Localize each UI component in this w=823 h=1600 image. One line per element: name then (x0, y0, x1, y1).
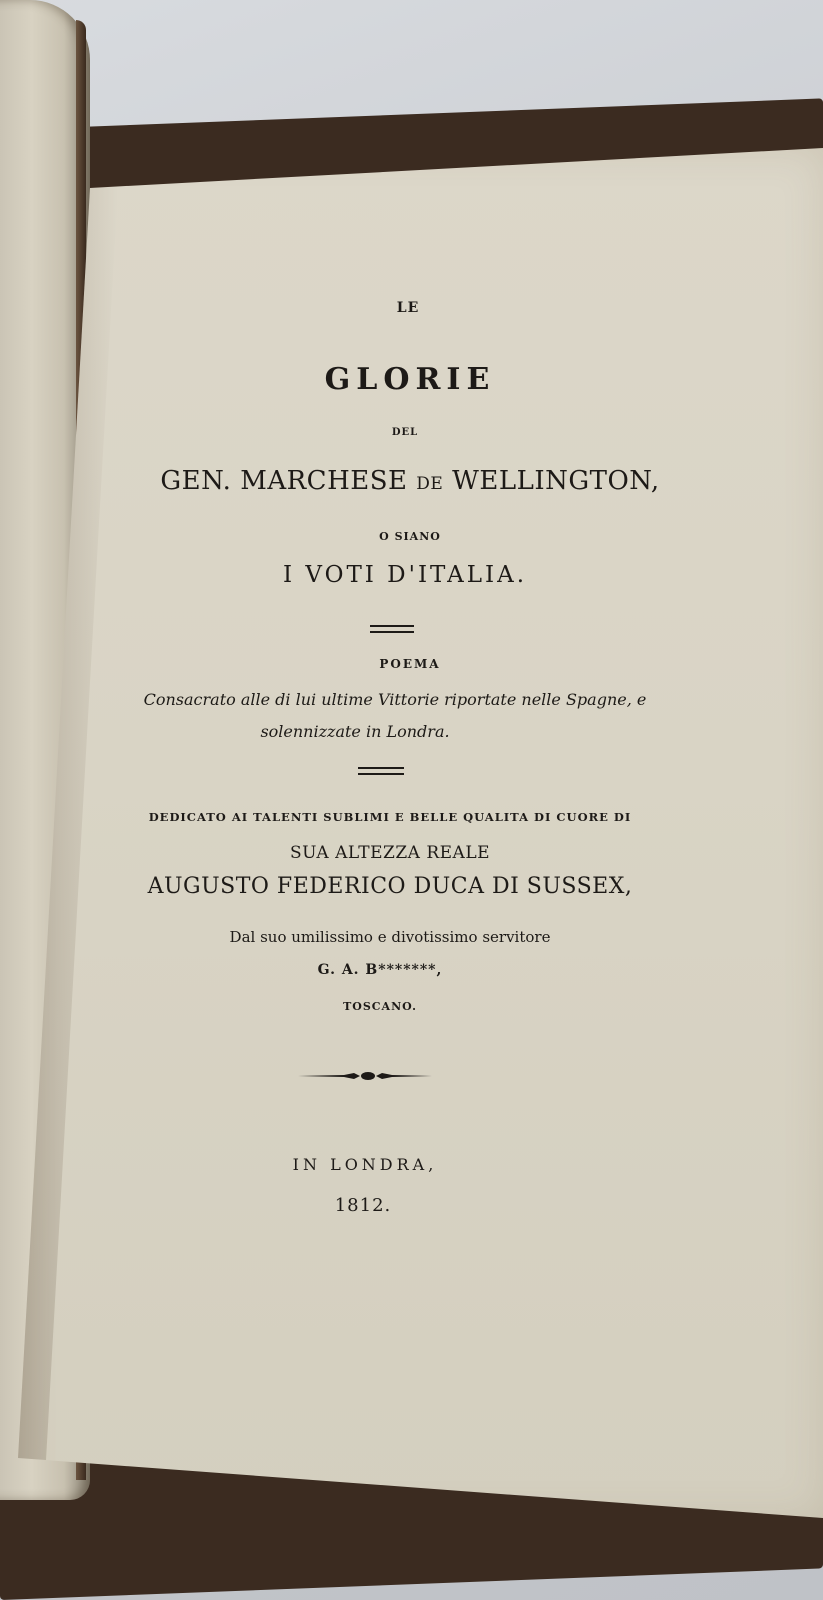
ornament-left-spike (298, 1073, 360, 1079)
dedicato-text: DEDICATO AI TALENTI SUBLIMI E BELLE QUALITA DI CUORE DI (148, 810, 632, 824)
poema-text: POEMA (379, 657, 441, 671)
voti-ditalia-text: I VOTI D'ITALIA. (282, 562, 528, 588)
ornamental-divider (296, 1069, 436, 1083)
dal-suo-text: Dal suo umilissimo e divotissimo servitore (229, 928, 551, 946)
double-rule-top-1 (370, 625, 414, 627)
o-siano-text: O SIANO (379, 530, 441, 543)
year-text: 1812. (334, 1195, 392, 1216)
sua-altezza-text: SUA ALTEZZA REALE (289, 843, 491, 863)
consacrato-text: Consacrato alle di lui ultime Vittorie riportate nelle Spagne, e (143, 690, 647, 709)
double-rule-mid-2 (358, 773, 404, 775)
wellington-text: WELLINGTON, (452, 466, 660, 496)
gen-marchese-text: GEN. MARCHESE (160, 466, 408, 496)
ornament-center (361, 1072, 375, 1080)
de-text: DE (416, 474, 444, 494)
title-gen-marchese-line (160, 466, 660, 496)
in-londra-text: IN LONDRA, (292, 1155, 438, 1174)
title-le: LE (396, 300, 420, 316)
toscano-text: TOSCANO. (343, 1000, 417, 1013)
ornament-right-spike (376, 1073, 432, 1079)
author-initials: G. A. B*******, (317, 962, 443, 978)
title-del: DEL (391, 427, 419, 438)
double-rule-top-2 (370, 631, 414, 633)
double-rule-mid-1 (358, 767, 404, 769)
title-glorie: GLORIE (324, 362, 496, 397)
solennizzate-text: solennizzate in Londra. (260, 722, 450, 741)
title-page (18, 148, 823, 1518)
augusto-text: AUGUSTO FEDERICO DUCA DI SUSSEX, (147, 874, 633, 899)
